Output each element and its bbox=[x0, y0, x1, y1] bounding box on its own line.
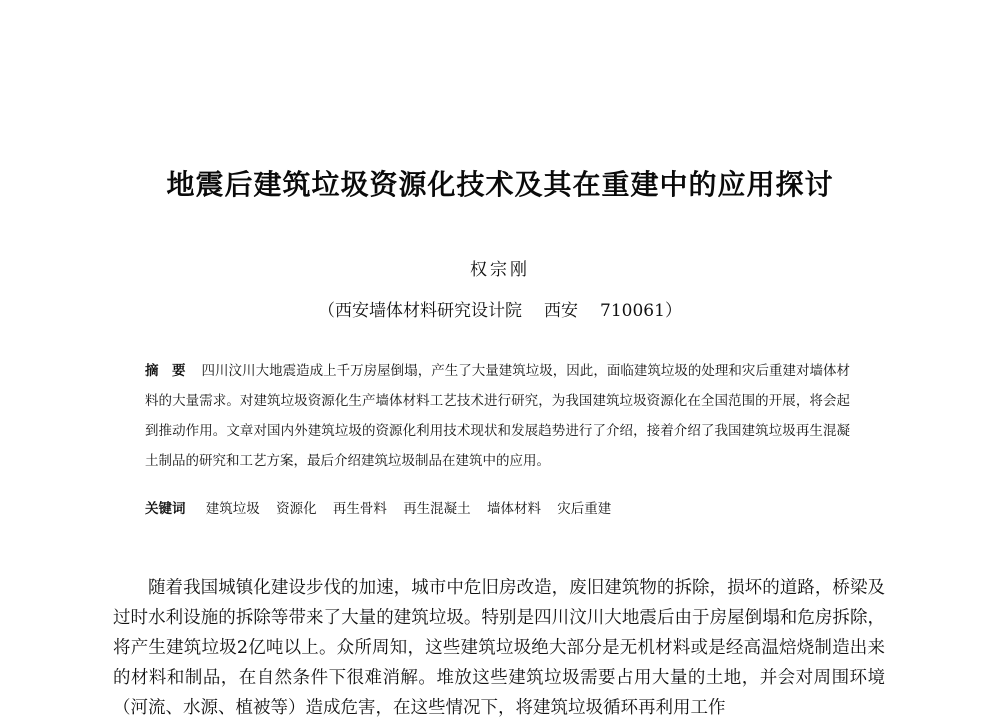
keyword-item: 再生混凝土 bbox=[403, 501, 471, 517]
keyword-item: 墙体材料 bbox=[486, 501, 541, 517]
keyword-item: 再生骨料 bbox=[332, 501, 387, 517]
author-name: 权宗刚 bbox=[470, 260, 530, 280]
abstract-label: 摘 要 bbox=[145, 363, 186, 379]
keyword-item: 建筑垃圾 bbox=[205, 501, 260, 517]
affiliation-city: 西安 bbox=[544, 301, 579, 321]
keyword-item: 灾后重建 bbox=[557, 501, 612, 517]
abstract-block bbox=[145, 356, 850, 476]
abstract-text: 四川汶川大地震造成上千万房屋倒塌，产生了大量建筑垃圾，因此，面临建筑垃圾的处理和灾后重建对墙体材料的大量需求。对建筑垃圾资源化生产墙体材料工艺技术进行研究，为我国建筑垃圾资源化在全国范围的开展，将会起到推动作用。文章对国内外建筑垃圾的资源化利用技术现状和发展趋势进行了介绍，接着介绍了我国建筑垃圾再生混凝土制品的研究和工艺方案，最后介绍建筑垃圾制品在建筑中的应用。 bbox=[145, 363, 850, 469]
body-paragraph: 随着我国城镇化建设步伐的加速，城市中危旧房改造，废旧建筑物的拆除，损坏的道路，桥梁及过时水利设施的拆除等带来了大量的建筑垃圾。特别是四川汶川大地震后由于房屋倒塌和危房拆除，将产生建筑垃圾2亿吨以上。众所周知，这些建筑垃圾绝大部分是无机材料或是经高温焙烧制造出来的材料和制品，在自然条件下很难消解。堆放这些建筑垃圾需要占用大量的土地，并会对周围环境（河流、水源、植被等）造成危害，在这些情况下，将建筑垃圾循环再利用工作 bbox=[113, 578, 885, 718]
affiliation-postcode: 710061 bbox=[600, 301, 665, 321]
keywords-block bbox=[145, 497, 850, 517]
affiliation-institute: 西安墙体材料研究设计院 bbox=[335, 301, 523, 321]
keywords-label: 关键词 bbox=[145, 501, 186, 517]
keyword-item: 资源化 bbox=[276, 501, 317, 517]
affiliation-open-paren: （ bbox=[318, 301, 336, 321]
author-affiliation bbox=[0, 296, 1000, 321]
paper-title: 地震后建筑垃圾资源化技术及其在重建中的应用探讨 bbox=[166, 168, 834, 201]
affiliation-close-paren: ） bbox=[664, 301, 682, 321]
